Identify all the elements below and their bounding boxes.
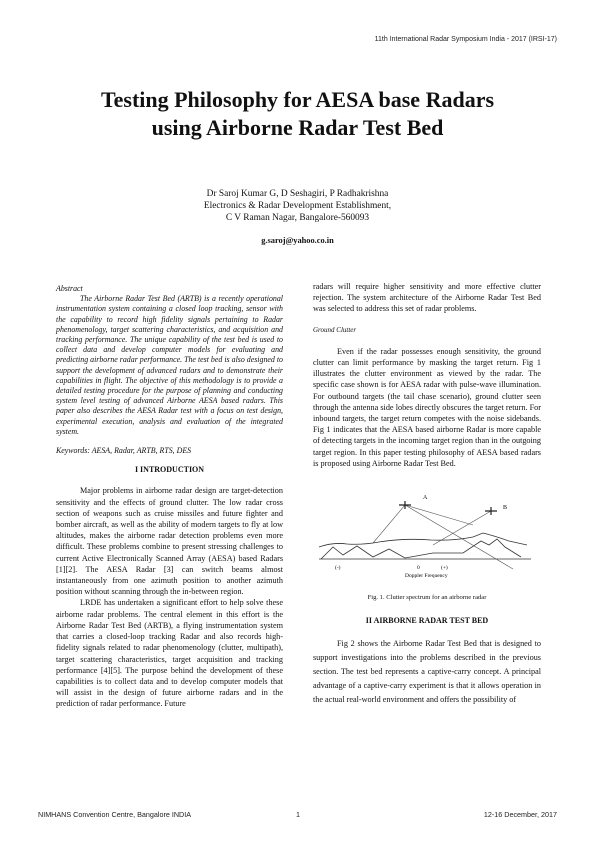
affiliation-line-1: Electronics & Radar Development Establishment, [203,201,392,211]
author-block [40,188,555,224]
continued-paragraph: radars will require higher sensitivity and more effective clutter rejection. The system architecture of the Airborne Radar Test Bed was selected to address this set of radar problems. [313,282,541,314]
tick-zero: 0 [417,565,420,572]
intro-paragraph-2: LRDE has undertaken a significant effort to help solve these airborne radar problems. The central element in this effort is the Airborne Radar Test Bed (ARTB), a flying instrumentation system that carries a closed-loop tracking Radar and also records high-fidelity signals related to radar phenomenology (clutter, multipath), target scattering characteristics, target acquisition and tracking performance [4][5]. The purpose behind the development of these capabilities is to collect data and to develop computer models that will assist in the design of future airborne radars and in the prediction of radar performance. Future [56,598,283,709]
subsection-ground-clutter: Ground Clutter [313,325,357,334]
aircraft-a-ray-2 [373,505,405,543]
clutter-spectrum-diagram [313,487,541,579]
test-bed-paragraph: Fig 2 shows the Airborne Radar Test Bed that is designed to support investigations into the problems described in the previous section. The test bed represents a captive-carry concept. A principal advantage of a captive-carry experiment is that it allows operation in the actual real-world environment and offers the possibility of [313,638,541,704]
footer-date: 12-16 December, 2017 [483,810,557,819]
running-header: 11th International Radar Symposium India - 2017 (IRSI-17) [374,36,557,43]
section-heading-test-bed: II AIRBORNE RADAR TEST BED [365,616,489,626]
abstract-text: The Airborne Radar Test Bed (ARTB) is a recently operational instrumentation system containing a closed loop tracking, sensor with the capability to record high fidelity signals pertaining to Radar phenomenology, target scattering characteristics, and acquisition and tracking performance. The unique capability of the test bed is used to collect data and develop computer models for evaluating and predicting airborne radar performance. The test bed is also designed to support the development of advanced radars and to demonstrate their capabilities in flight. The objective of this methodology is to provide a detailed testing procedure for the purpose of planning and conducting system level testing of advanced Airborne AESA based radars. This paper also describes the AESA Radar test with a focus on test design, experimental execution, analysis and evaluation of the integrated system. [56,294,283,436]
paper-title [40,86,555,142]
ground-clutter-paragraph: Even if the radar possesses enough sensitivity, the ground clutter can limit performance by masking the target return. Fig 1 illustrates the clutter environment as viewed by the radar. The specific case shown is for AESA radar with pulse-wave illumination. For outbound targets (the tail chase scenario), ground clutter seen through the antenna side lobes directly obscures the target return. For inbound targets, the target return competes with the noise sidebands. Fig 1 indicates that the AESA based airborne Radar is more capable of detecting targets in the incoming target region than in the outgoing target region. In this paper testing philosophy of AESA based radars is proposed using Airborne Radar Test Bed. [313,346,541,468]
author-names: Dr Saroj Kumar G, D Seshagiri, P Radhakrishna [206,189,389,199]
intro-paragraph-1: Major problems in airborne radar design are target-detection sensitivity and the effects of ground clutter. The low radar cross section of weapons such as cruise missiles and future fighter and bomber aircraft, as well as the ability of modern targets to fly at low altitudes, makes the airborne radar detection problems even more difficult. These problems combine to present stressing challenges to current Active Electronically Scanned Array (AESA) based Radars [1][2]. The AESA Radar [3] can switch beams almost instantaneously from one azimuth position to another azimuth position without scanning through the in-between region. [56,486,283,597]
tick-minus: (-) [335,565,341,572]
title-line-1: Testing Philosophy for AESA base Radars [100,87,495,112]
tick-plus: (+) [441,565,448,572]
footer-venue: NIMHANS Convention Centre, Bangalore INDIA [38,810,192,819]
footer-page-number: 1 [296,810,300,819]
right-column [313,281,541,707]
axis-label: Doppler Frequency [405,573,448,580]
author-email[interactable]: g.saroj@yahoo.co.in [261,236,334,245]
title-line-2: using Airborne Radar Test Bed [151,115,444,140]
label-b: B [503,505,508,512]
figure-clutter-spectrum [313,487,541,582]
abstract-label: Abstract [56,284,83,293]
aircraft-a-ray-1 [405,505,473,525]
label-a: A [423,495,428,502]
section-heading-introduction: I INTRODUCTION [134,465,205,475]
affiliation-line-2: C V Raman Nagar, Bangalore-560093 [225,213,370,223]
figure-caption: Fig. 1. Clutter spectrum for an airborne radar [367,594,487,602]
keywords: Keywords: AESA, Radar, ARTB, RTS, DES [56,446,192,456]
left-column [56,284,283,710]
